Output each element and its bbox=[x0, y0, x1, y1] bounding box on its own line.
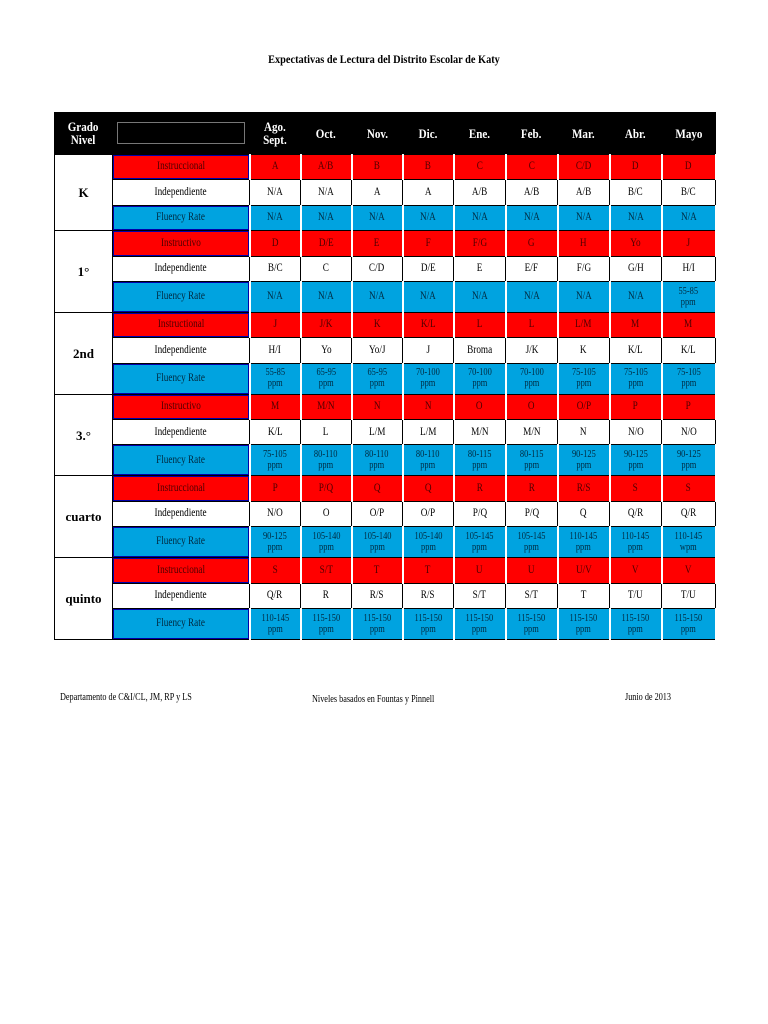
level-cell: F/G bbox=[454, 231, 506, 256]
level-cell: O bbox=[454, 394, 506, 419]
table-row bbox=[55, 154, 716, 179]
level-cell: 65-95 ppm bbox=[352, 363, 403, 394]
level-cell: 75-105 ppm bbox=[610, 363, 662, 394]
level-cell: N/A bbox=[558, 205, 610, 230]
level-cell: U bbox=[506, 558, 558, 583]
row-label: Independiente bbox=[113, 180, 250, 205]
level-cell: D bbox=[610, 154, 662, 179]
level-cell: O/P bbox=[558, 394, 610, 419]
row-label: Instructivo bbox=[113, 231, 250, 256]
level-cell: L/M bbox=[403, 420, 454, 445]
level-cell: Q bbox=[558, 501, 610, 526]
level-cell: Yo bbox=[610, 231, 662, 256]
level-cell: C bbox=[454, 154, 506, 179]
row-label: Instructivo bbox=[113, 394, 250, 419]
row-label: Independiente bbox=[113, 338, 250, 363]
level-cell: N/A bbox=[506, 205, 558, 230]
level-cell: 110-145 ppm bbox=[558, 527, 610, 558]
table-row bbox=[55, 338, 716, 363]
level-cell: N bbox=[558, 420, 610, 445]
row-label: Instructional bbox=[113, 312, 250, 337]
row-label: Fluency Rate bbox=[113, 282, 250, 313]
level-cell: 80-115 ppm bbox=[506, 445, 558, 476]
header-month: Nov. bbox=[352, 113, 403, 155]
level-cell: T bbox=[558, 583, 610, 608]
level-cell: R/S bbox=[403, 583, 454, 608]
level-cell: 90-125 ppm bbox=[558, 445, 610, 476]
header-blank bbox=[113, 113, 250, 155]
level-cell: S bbox=[662, 476, 716, 501]
grade-cell: cuarto bbox=[55, 476, 113, 558]
table-row bbox=[55, 180, 716, 205]
header-month: Ago. Sept. bbox=[250, 113, 301, 155]
table-row bbox=[55, 476, 716, 501]
level-cell: 80-115 ppm bbox=[454, 445, 506, 476]
level-cell: N/A bbox=[301, 180, 352, 205]
grade-cell: quinto bbox=[55, 558, 113, 640]
level-cell: 80-110 ppm bbox=[403, 445, 454, 476]
header-month: Feb. bbox=[506, 113, 558, 155]
level-cell: P bbox=[662, 394, 716, 419]
table-row bbox=[55, 420, 716, 445]
level-cell: 75-105 ppm bbox=[662, 363, 716, 394]
level-cell: D bbox=[250, 231, 301, 256]
row-label: Independiente bbox=[113, 501, 250, 526]
level-cell: A bbox=[352, 180, 403, 205]
level-cell: R bbox=[506, 476, 558, 501]
level-cell: 105-140 ppm bbox=[352, 527, 403, 558]
table-row bbox=[55, 205, 716, 230]
level-cell: F bbox=[403, 231, 454, 256]
level-cell: 115-150 ppm bbox=[610, 608, 662, 639]
level-cell: U bbox=[454, 558, 506, 583]
level-cell: N/A bbox=[454, 205, 506, 230]
level-cell: 115-150 ppm bbox=[506, 608, 558, 639]
level-cell: 90-125 ppm bbox=[610, 445, 662, 476]
level-cell: T/U bbox=[662, 583, 716, 608]
row-label: Instruccional bbox=[113, 476, 250, 501]
level-cell: N/A bbox=[352, 205, 403, 230]
level-cell: M bbox=[250, 394, 301, 419]
level-cell: V bbox=[662, 558, 716, 583]
row-label: Fluency Rate bbox=[113, 363, 250, 394]
level-cell: B bbox=[403, 154, 454, 179]
row-label: Independiente bbox=[113, 420, 250, 445]
level-cell: E/F bbox=[506, 256, 558, 281]
level-cell: 80-110 ppm bbox=[301, 445, 352, 476]
level-cell: P bbox=[250, 476, 301, 501]
level-cell: N/A bbox=[352, 282, 403, 313]
level-cell: 115-150 ppm bbox=[662, 608, 716, 639]
level-cell: N/A bbox=[301, 205, 352, 230]
level-cell: 105-140 ppm bbox=[301, 527, 352, 558]
level-cell: T bbox=[352, 558, 403, 583]
header-month: Dic. bbox=[403, 113, 454, 155]
row-label: Fluency Rate bbox=[113, 205, 250, 230]
footer-department: Departamento de C&I/CL, JM, RP y LS bbox=[60, 692, 192, 703]
level-cell: B/C bbox=[610, 180, 662, 205]
level-cell: A/B bbox=[454, 180, 506, 205]
table-row bbox=[55, 363, 716, 394]
level-cell: 115-150 ppm bbox=[403, 608, 454, 639]
level-cell: N/A bbox=[250, 282, 301, 313]
level-cell: O/P bbox=[352, 501, 403, 526]
level-cell: 110-145 ppm bbox=[610, 527, 662, 558]
level-cell: 105-145 ppm bbox=[506, 527, 558, 558]
level-cell: 65-95 ppm bbox=[301, 363, 352, 394]
level-cell: D/E bbox=[403, 256, 454, 281]
level-cell: A bbox=[403, 180, 454, 205]
row-label: Instruccional bbox=[113, 154, 250, 179]
table-row bbox=[55, 501, 716, 526]
level-cell: M bbox=[610, 312, 662, 337]
level-cell: N/O bbox=[610, 420, 662, 445]
level-cell: N/A bbox=[506, 282, 558, 313]
level-cell: 90-125 ppm bbox=[250, 527, 301, 558]
level-cell: Q/R bbox=[610, 501, 662, 526]
level-cell: D/E bbox=[301, 231, 352, 256]
level-cell: N/A bbox=[250, 205, 301, 230]
table-row bbox=[55, 394, 716, 419]
level-cell: K/L bbox=[662, 338, 716, 363]
level-cell: K bbox=[558, 338, 610, 363]
level-cell: 70-100 ppm bbox=[403, 363, 454, 394]
level-cell: N/O bbox=[250, 501, 301, 526]
header-grade-level: Grado Nivel bbox=[55, 113, 113, 155]
level-cell: N/A bbox=[454, 282, 506, 313]
header-month: Mayo bbox=[662, 113, 716, 155]
table-row bbox=[55, 312, 716, 337]
level-cell: L bbox=[454, 312, 506, 337]
header-row bbox=[55, 113, 716, 155]
table-row bbox=[55, 231, 716, 256]
level-cell: J bbox=[403, 338, 454, 363]
table-row bbox=[55, 558, 716, 583]
level-cell: O/P bbox=[403, 501, 454, 526]
header-month: Oct. bbox=[301, 113, 352, 155]
level-cell: 115-150 ppm bbox=[558, 608, 610, 639]
grade-cell: K bbox=[55, 154, 113, 230]
level-cell: J/K bbox=[301, 312, 352, 337]
level-cell: 110-145 ppm bbox=[250, 608, 301, 639]
table-row bbox=[55, 583, 716, 608]
grade-cell: 2nd bbox=[55, 312, 113, 394]
level-cell: 110-145 wpm bbox=[662, 527, 716, 558]
level-cell: N/A bbox=[301, 282, 352, 313]
level-cell: J/K bbox=[506, 338, 558, 363]
level-cell: K/L bbox=[403, 312, 454, 337]
level-cell: J bbox=[250, 312, 301, 337]
level-cell: K/L bbox=[250, 420, 301, 445]
level-cell: C/D bbox=[558, 154, 610, 179]
header-month: Mar. bbox=[558, 113, 610, 155]
level-cell: P/Q bbox=[454, 501, 506, 526]
level-cell: 115-150 ppm bbox=[352, 608, 403, 639]
level-cell: P bbox=[610, 394, 662, 419]
grade-cell: 1° bbox=[55, 231, 113, 313]
level-cell: O bbox=[301, 501, 352, 526]
level-cell: R bbox=[301, 583, 352, 608]
level-cell: T bbox=[403, 558, 454, 583]
level-cell: N/A bbox=[558, 282, 610, 313]
level-cell: E bbox=[352, 231, 403, 256]
level-cell: V bbox=[610, 558, 662, 583]
level-cell: M/N bbox=[301, 394, 352, 419]
level-cell: 70-100 ppm bbox=[454, 363, 506, 394]
level-cell: Q bbox=[352, 476, 403, 501]
level-cell: 55-85 ppm bbox=[662, 282, 716, 313]
level-cell: L bbox=[301, 420, 352, 445]
level-cell: Q/R bbox=[250, 583, 301, 608]
grade-cell: 3.° bbox=[55, 394, 113, 476]
level-cell: H bbox=[558, 231, 610, 256]
level-cell: H/I bbox=[662, 256, 716, 281]
level-cell: N/A bbox=[250, 180, 301, 205]
level-cell: 75-105 ppm bbox=[250, 445, 301, 476]
level-cell: M/N bbox=[506, 420, 558, 445]
footer-levels-note: Niveles basados en Fountas y Pinnell bbox=[312, 694, 435, 705]
level-cell: A/B bbox=[558, 180, 610, 205]
level-cell: R/S bbox=[558, 476, 610, 501]
row-label: Instruccional bbox=[113, 558, 250, 583]
level-cell: P/Q bbox=[506, 501, 558, 526]
level-cell: S/T bbox=[506, 583, 558, 608]
level-cell: N bbox=[403, 394, 454, 419]
level-cell: L/M bbox=[558, 312, 610, 337]
level-cell: R bbox=[454, 476, 506, 501]
level-cell: N bbox=[352, 394, 403, 419]
level-cell: Broma bbox=[454, 338, 506, 363]
level-cell: 70-100 ppm bbox=[506, 363, 558, 394]
table-row bbox=[55, 527, 716, 558]
level-cell: 55-85 ppm bbox=[250, 363, 301, 394]
table-row bbox=[55, 282, 716, 313]
level-cell: 80-110 ppm bbox=[352, 445, 403, 476]
row-label: Independiente bbox=[113, 583, 250, 608]
level-cell: 105-145 ppm bbox=[454, 527, 506, 558]
row-label: Fluency Rate bbox=[113, 527, 250, 558]
level-cell: L bbox=[506, 312, 558, 337]
level-cell: G bbox=[506, 231, 558, 256]
level-cell: A/B bbox=[301, 154, 352, 179]
level-cell: O bbox=[506, 394, 558, 419]
level-cell: L/M bbox=[352, 420, 403, 445]
level-cell: M/N bbox=[454, 420, 506, 445]
level-cell: 115-150 ppm bbox=[301, 608, 352, 639]
table-row bbox=[55, 445, 716, 476]
document-title: Expectativas de Lectura del Distrito Escolar de Katy bbox=[268, 52, 500, 66]
level-cell: G/H bbox=[610, 256, 662, 281]
level-cell: U/V bbox=[558, 558, 610, 583]
level-cell: Q/R bbox=[662, 501, 716, 526]
level-cell: N/A bbox=[662, 205, 716, 230]
level-cell: S bbox=[610, 476, 662, 501]
reading-expectations-table bbox=[54, 112, 717, 640]
level-cell: P/Q bbox=[301, 476, 352, 501]
level-cell: D bbox=[662, 154, 716, 179]
level-cell: N/A bbox=[610, 282, 662, 313]
level-cell: N/A bbox=[403, 205, 454, 230]
level-cell: R/S bbox=[352, 583, 403, 608]
level-cell: S/T bbox=[454, 583, 506, 608]
level-cell: 105-140 ppm bbox=[403, 527, 454, 558]
level-cell: C bbox=[301, 256, 352, 281]
table-row bbox=[55, 608, 716, 639]
level-cell: K bbox=[352, 312, 403, 337]
level-cell: H/I bbox=[250, 338, 301, 363]
level-cell: N/A bbox=[610, 205, 662, 230]
level-cell: 75-105 ppm bbox=[558, 363, 610, 394]
table-row bbox=[55, 256, 716, 281]
footer-date: Junio de 2013 bbox=[625, 692, 672, 703]
level-cell: B bbox=[352, 154, 403, 179]
level-cell: C/D bbox=[352, 256, 403, 281]
level-cell: 90-125 ppm bbox=[662, 445, 716, 476]
level-cell: K/L bbox=[610, 338, 662, 363]
level-cell: N/A bbox=[403, 282, 454, 313]
level-cell: J bbox=[662, 231, 716, 256]
header-month: Ene. bbox=[454, 113, 506, 155]
level-cell: F/G bbox=[558, 256, 610, 281]
level-cell: T/U bbox=[610, 583, 662, 608]
level-cell: 115-150 ppm bbox=[454, 608, 506, 639]
row-label: Fluency Rate bbox=[113, 608, 250, 639]
level-cell: A bbox=[250, 154, 301, 179]
level-cell: Q bbox=[403, 476, 454, 501]
level-cell: N/O bbox=[662, 420, 716, 445]
level-cell: E bbox=[454, 256, 506, 281]
level-cell: S/T bbox=[301, 558, 352, 583]
row-label: Independiente bbox=[113, 256, 250, 281]
row-label: Fluency Rate bbox=[113, 445, 250, 476]
level-cell: S bbox=[250, 558, 301, 583]
level-cell: Yo bbox=[301, 338, 352, 363]
header-month: Abr. bbox=[610, 113, 662, 155]
level-cell: B/C bbox=[662, 180, 716, 205]
level-cell: Yo/J bbox=[352, 338, 403, 363]
level-cell: C bbox=[506, 154, 558, 179]
level-cell: M bbox=[662, 312, 716, 337]
level-cell: B/C bbox=[250, 256, 301, 281]
header-blank-box bbox=[117, 122, 245, 144]
level-cell: A/B bbox=[506, 180, 558, 205]
